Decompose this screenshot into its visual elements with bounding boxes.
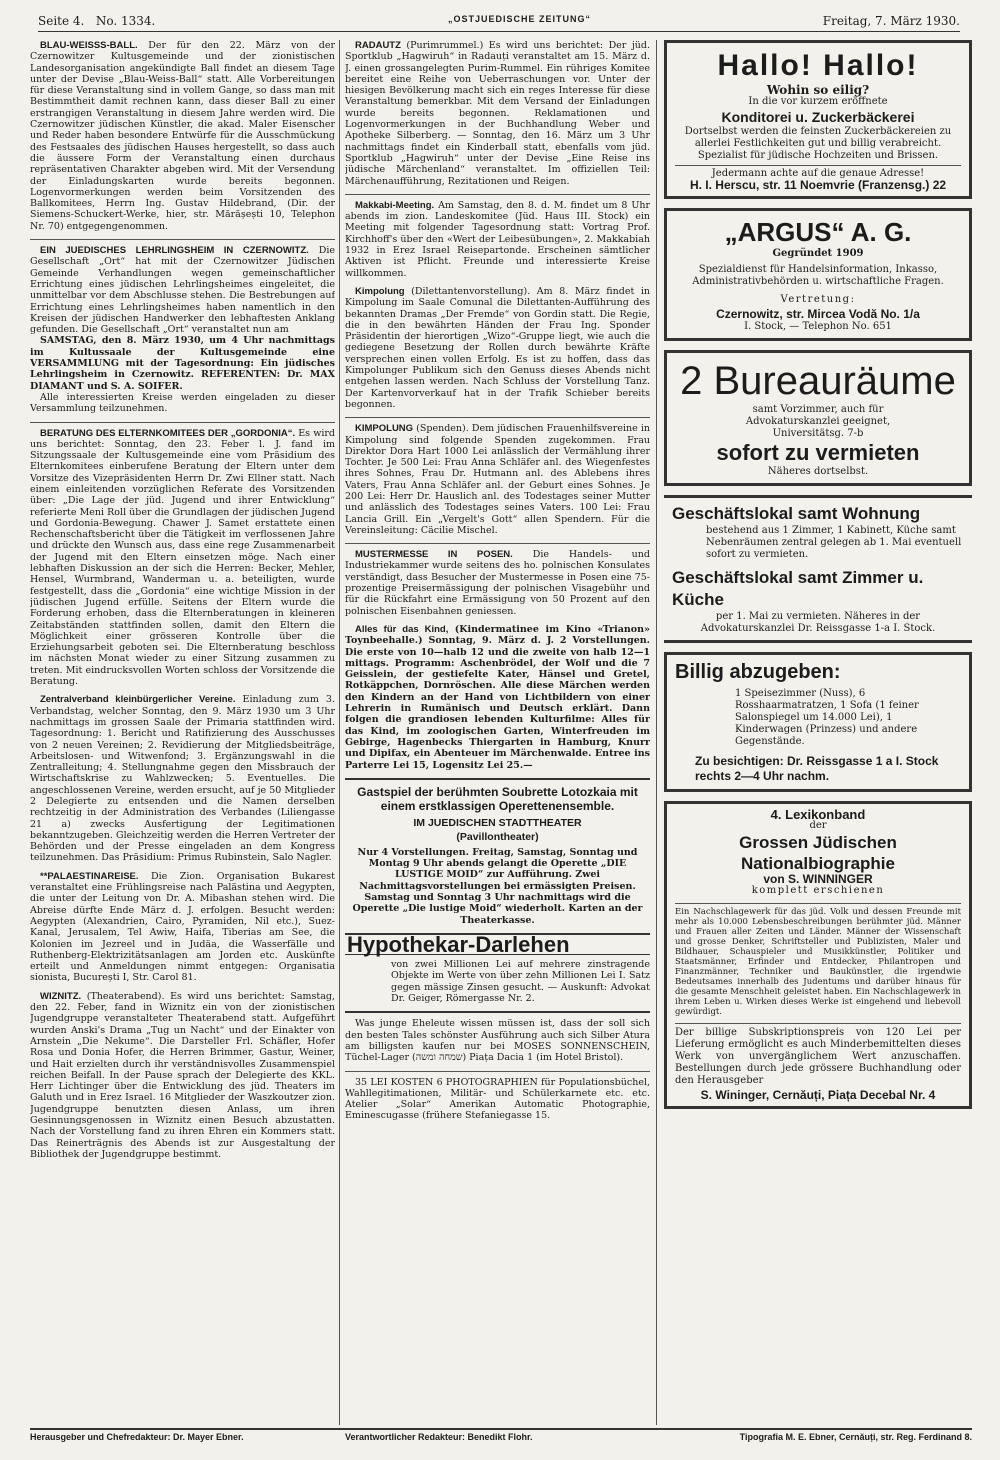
article-gordonia (30, 428, 335, 688)
ad-body: von zwei Millionen Lei auf mehrere zinstragende Objekte im Werte von über zehn Millionen Lei I. Satz gegen mässige Zinsen gesucht. — Auskunft: Advokat Dr. Geiger, Römergasse Nr. 2. (391, 959, 650, 1005)
ad-text: Näheres dortselbst. (767, 465, 869, 477)
ad-address: Zu besichtigen: Dr. Reissgasse 1 a I. Stock rechts 2—4 Uhr nachm. (695, 753, 939, 783)
ad-text: Ein Nachschlagewerk für das jüd. Volk und dessen Freunde mit mehr als 10.000 Lebensbeschreibungen berühmter jüd. Männer und Frauen aller Zeiten und Länder. Männer der Wissenschaft und grosse Denker, Schriftsteller und Publizisten, Maler und Bildhauer, Schauspieler und Musikkünstler, Politiker und Staatsmänner, Erfinder und Entdecker, Philantropen und Finanzmänner, Techniker und Baukünstler, die irgendwie Bedeutsames innerhalb des Judentums und darüber hinaus für die gesamte Menschheit geleistet haben. Ein Nachschlagewerk in ihrem Leben u. Wirken dieses Werke ist eingehend und liebevoll gewürdigt. (675, 903, 961, 1017)
divider (30, 422, 335, 423)
divider (345, 543, 650, 544)
ad-title: Billig abzugeben: (675, 660, 841, 683)
page-footer (30, 1428, 972, 1442)
article-body: Die Gesellschaft „Ort“ hat mit der Czernowitzer Jüdischen Gemeinde Verhandlungen wegen gemeinschaftlicher Errichtung eines jüdischen Lehrlingsheimes eingeleitet, die unmittelbar vor dem Abschlusse stehen. Die Bestrebungen auf Errichtung eines Lehrlingsheimes haben namentlich in den Kreisen der jüdischen Handwerker den lebhaftesten Anklang gefunden. Die Gesellschaft „Ort“ veranstaltet nun am (30, 245, 335, 336)
column-rule (339, 40, 340, 1425)
ad-gastspiel (345, 785, 650, 926)
ad-text: samt Vorzimmer, auch für Advokaturskanzlei geeignet, Universitätsg. 7-b (745, 403, 891, 439)
footer-printer: Tipografia M. E. Ebner, Cernăuți, str. Reg. Ferdinand 8. (739, 1432, 972, 1442)
article-body: (Purimrummel.) Es wird uns berichtet: Der jüd. Sportklub „Hagwiruh“ in Radauți veranstaltet am 15. März d. J. einen grossangelegten Purim-Rummel. Ein rühriges Komitee bereitet eine Reihe von Ueberraschungen vor. Unter der hiesigen Bevölkerung macht sich ein reges Interesse für diese Veranstaltung bemerkbar. Mit dem Versand der Einladungen wurde bereits begonnen. Reklamationen und Logenvormerkungen in der Buchhandlung Weber und Apotheke Silberberg. — Sonntag, den 16. März um 3 Uhr nachmittags findet ein Kinderball statt, ebenfalls vom jüd. Sportklub „Hagwiruh“ unter der Devise „Eine Reise ins jüdische Märchenland“ veranstaltet. Im offiziellen Teil: Märchenaufführung, Rezitationen und Reigen. (345, 40, 650, 187)
article-kindermatinee (345, 624, 650, 771)
ad-text: Dortselbst werden die feinsten Zuckerbäckereien zu allerlei Festlichkeiten gut und billig verabreicht. Spezialist für jüdische Hochzeiten und Brissen. (684, 126, 952, 161)
issue-date: Freitag, 7. März 1930. (822, 14, 960, 28)
ad-title: Geschäftslokal samt Zimmer u. Küche (672, 567, 924, 609)
ad-sonnenschein (345, 1018, 650, 1063)
ad-subtitle: sofort zu vermieten (716, 439, 920, 465)
article-body: (Dilettantenvorstellung). Am 8. März findet in Kimpolung im Saale Comunal die Dilettanten-Aufführung des bekannten Dramas „Der Fremde“ von Gordin statt. Die Regie, die in den bewährten Händen der Frau Ing. Sponder Präsidentin der hierortigen „Wizo“-Gruppe liegt, wie auch die gediegene Besetzung der Rollen durch bewährte Kräfte versprechen einen vollen Erfolg. Es ist zu hoffen, dass das Kimpolunger Publikum sich den Genuss dieses Abends nicht entgehen lassen werden. Nach Schluss der Vorstellung Tanz. Der Kartenvorverkauf hat in der Trafik Schieber bereits begonnen. (345, 285, 650, 410)
article-body: Einladung zum 3. Verbandstag, welcher Sonntag, den 9. März 1930 um 3 Uhr nachmittags im grossen Saale der Primaria stattfinden wird. Tagesordnung: 1. Bericht und Ratifizierung des Ausschusses von 2 neuen Vereinen; 2. Revidierung der Mitgliedsbeiträge, Arbeitslosen- und Witwenfond; 3. Ergänzungswahl in die Zentralleitung; 4. Stellungnahme gegen den Missbrauch der Wirtschaftskrise zu Wahlzwecken; 5. Eventuelles. Die angeschlossenen Vereine, werden ersucht, auf je 50 Mitglieder 2 Delegierte zu entsenden und die Namen derselben rechtzeitig in der Administration des Verbandes (Liliengasse 21 a) zwecks Ausfertigung der Legitimationen bekanntzugeben. Gleichzeitig werden die Herren Vertreter der Behörden und der Presse eingeladen an dem Kongress teilzunehmen. Das Präsidium: Primus Rubinstein, Salo Nagler. (30, 694, 335, 864)
article-zentralverband (30, 694, 335, 863)
ad-subtitle: Gegründet 1909 (772, 248, 864, 260)
article-headline: Makkabi-Meeting. (355, 199, 435, 211)
divider (345, 778, 650, 780)
article-palaestinareise (30, 871, 335, 984)
ad-photographie (345, 1077, 650, 1122)
article-headline: RADAUTZ (355, 40, 401, 51)
article-kimpolung-theater (345, 286, 650, 410)
ad-headline: Gastspiel der berühmten Soubrette Lotozkaia mit einem erstklassigen Operettenensemble. (357, 784, 638, 813)
ad-argus (664, 208, 972, 340)
ad-body: Was junge Eheleute wissen müssen ist, dass der soll sich den besten Tales schönster Ausführung auch sich Silber Atura am billigsten kaufen nur bei MOSES SONNENSCHEIN, Tüchel-Lager (שמחה ומשה) Piața Dacia 1 (im Hotel Bristol). (345, 1018, 650, 1064)
article-body: Die Zion. Organisation Bukarest veranstaltet eine Frühlingsreise nach Palästina und Aegypten, die unter der Leitung von Dr. A. Mibashan stehen wird. Die Abreise dürfte Ende März d. J. erfolgen. Besucht werden: Aegypten (Alexandrien, Cairo, Pyramiden, Nil etc.), Suez-Kanal, Jerusalem, Tel Awiw, Haifa, Tiberias am See, die Kolonien im Jezreel und in Judäa, die Wasserfälle und Ruthenberg-Elektrizitätsanlagen am Jorden etc. Auskünfte erteilt und Anmeldungen nimmt entgegen: Organisatia sionista, București I, Str. Carol 81. (30, 870, 335, 984)
ad-subheadline: IM JUEDISCHEN STADTTHEATER (413, 816, 582, 829)
ad-name: Konditorei u. Zuckerbäckerei (721, 109, 915, 125)
ad-text: bestehend aus 1 Zimmer, 1 Kabinett, Küche samt Nebenräumen zentral gelegen ab 1. Mai eventuell sofort zu vermieten. (706, 524, 962, 560)
divider (345, 1011, 650, 1013)
column-right-ads (664, 40, 972, 1425)
masthead: „OSTJUEDISCHE ZEITUNG“ (448, 14, 592, 24)
article-headline: KIMPOLUNG (355, 423, 414, 435)
ad-title: Hallo! Hallo! (717, 49, 919, 82)
ad-title: 2 Bureauräume (680, 358, 956, 403)
ad-address: Czernowitz, str. Mircea Vodă No. 1/a (716, 307, 920, 322)
divider (345, 417, 650, 418)
article-headline: BERATUNG DES ELTERNKOMITEES DER „GORDONIA“. (40, 427, 296, 439)
meeting-announcement: SAMSTAG, den 8. März 1930, um 4 Uhr nachmittags im Kultussaale der Kultusgemeinde eine VERSAMMLUNG mit der Tagesordnung: Ein jüdisches Lehrlingsheim in Czernowitz. REFERENTEN: Dr. MAX DIAMANT und S. A. SOIFER. (30, 335, 335, 392)
article-headline: MUSTERMESSE IN POSEN. (355, 549, 513, 561)
ad-text: 1 Speisezimmer (Nuss), 6 Rosshaarmatratzen, 1 Sofa (1 feiner Salonspiegel um 14.000 Lei), 1 Kinderwagen (Prinzess) und andere Gegenstände. (735, 687, 919, 747)
ad-hypothekar-title: Hypothekar-Darlehen (345, 933, 650, 955)
ad-text: Spezialdienst für Handelsinformation, Inkasso, Administrativbehörden u. wirtschaftliche Fragen. (692, 264, 944, 288)
article-headline: **PALAESTINAREISE. (40, 870, 139, 882)
article-body: Es wird uns berichtet: Sonntag, den 23. Feber l. J. fand im Sitzungssaale der Kultusgemeinde eine vom Präsidium des Elternkomitees einberufene Beratung der Eltern unter dem Vorsitze des Vizepräsidenten Herrn Dr. Zwi Ellner statt. Nach einem einleitenden vorzüglichen Referate des Vorsitzenden über: „Die Lage der jüd. Jugend und ihrer Entwicklung“ referierte Meni Roll über die Grundlagen der jüdischen Jugend und Gordonia-Bewegung. Chawer J. Samet erstattete einen Rechenschaftsbericht über die Tätigkeit im verflossenen Jahre und drückte den Wunsch aus, dass eine rege Zusammenarbeit der Jugend mit den Eltern einsetzen möge. Nach einer lebhaften Diskussion an der sich die Herren: Becker, Mehler, Hensel, Wurmbrand, Wanderman u. a. beteiligten, wurde festgestellt, dass die „Gordonia“ eine wichtige Mission in der jüdischen Jugend erfülle. Seitens der Eltern wurde die Forderung erhoben, dass die Elternberatungen in kleineren Zeitabständen stattfinden sollen, damit den Eltern die Möglichkeit einer grösseren Kontrolle über die Erziehungsarbeit geboten sei. Die Elternberatung beschloss im nächsten Monat wieder zu einer Sitzung zusammen zu treten. Mit eindrucksvollen Worten schloss der Vorsitzende die Beratung. (30, 427, 335, 688)
ad-hypothekar (345, 959, 650, 1004)
ad-address: S. Wininger, Cernăuți, Piața Decebal Nr. 4 (700, 1088, 936, 1103)
article-blau-weiss-ball (30, 40, 335, 232)
divider (345, 1071, 650, 1072)
footer-editor: Herausgeber und Chefredakteur: Dr. Mayer Ebner. (30, 1432, 244, 1442)
ad-text: per 1. Mai zu vermieten. Näheres in der Advokaturskanzlei Dr. Reissgasse 1-a I. Stock. (700, 610, 936, 634)
ad-title: Grossen Jüdischen Nationalbiographie (739, 832, 897, 873)
article-headline: Kimpolung (355, 285, 405, 297)
article-headline: WIZNITZ. (40, 990, 82, 1002)
article-headline: Alles für das Kind, (355, 623, 449, 635)
article-headline: Zentralverband kleinbürgerlicher Vereine. (40, 694, 236, 706)
ad-body: Nur 4 Vorstellungen. Freitag, Samstag, Sonntag und Montag 9 Uhr abends gelangt die Operette „DIE LUSTIGE MOID“ zur Aufführung. Zwei Nachmittagsvorstellungen bei ermässigten Preisen. Samstag und Sonntag 3 Uhr nachmittags wird die Operette „Die lustige Moid“ wiederholt. Karten an der Theaterkasse. (352, 846, 643, 926)
divider (345, 194, 650, 195)
article-body: Am Samstag, den 8. d. M. findet um 8 Uhr abends im zion. Landeskomitee (Jüd. Haus III. Stock) ein Meeting mit folgender Tagesordnung statt: Vortrag Prof. Kirchhoff's über den «Wert der Leibesübungen», 2. Makkabiah 1932 in Erez Israel Reisepartonde. Erscheinen sämtlicher Aktiven ist Pflicht. Freunde und interessierte Kreise willkommen. (345, 199, 650, 279)
ad-text: In die vor kurzem eröffnete (748, 96, 888, 107)
ad-lexikonband (664, 801, 972, 1110)
ad-author: von S. WINNINGER (763, 871, 873, 886)
article-lehrlingsheim (30, 245, 335, 414)
ad-body: 35 LEI KOSTEN 6 PHOTOGRAPHIEN für Populationsbüchel, Wahllegitimationen, Militär- und Schülerkarnete etc. etc. Atelier „Solar“ Amerikan Automatic Photographie, Eminescugasse (frühere Stefaniegasse 15. (345, 1076, 650, 1122)
ad-text: der (809, 819, 827, 831)
ad-text: Vertretung: (780, 294, 856, 306)
column-left (30, 40, 335, 1425)
ad-subheadline: (Pavillontheater) (456, 830, 539, 843)
ad-konditorei (664, 40, 972, 199)
article-body: Alle interessierten Kreise werden eingeladen zu dieser Versammlung teilzunehmen. (30, 391, 335, 415)
divider (30, 239, 335, 240)
article-radautz (345, 40, 650, 187)
article-mustermesse (345, 549, 650, 617)
ad-text: Der billige Subskriptionspreis von 120 Lei per Lieferung ermöglicht es auch Minderbemittelten dieses Werk von unvergänglichem Wert anzuschaffen. Bestellungen durch jede grössere Buchhandlung oder den Herausgeber (675, 1023, 961, 1087)
ad-geschaeftslokal (664, 495, 972, 643)
article-headline: EIN JUEDISCHES LEHRLINGSHEIM IN CZERNOWITZ. (40, 245, 309, 257)
ad-bureauraeume (664, 350, 972, 486)
page-header (38, 10, 960, 32)
ad-title: „ARGUS“ A. G. (724, 217, 912, 248)
ad-title: 4. Lexikonband (770, 806, 866, 822)
article-wiznitz (30, 991, 335, 1160)
article-makkabi (345, 200, 650, 279)
ad-subtitle: Wohin so eilig? (766, 83, 870, 97)
footer-editor-responsible: Verantwortlicher Redakteur: Benedikt Flohr. (345, 1432, 533, 1442)
ad-phone: I. Stock, — Telephon No. 651 (744, 320, 892, 332)
column-middle (345, 40, 650, 1425)
article-body: (Theaterabend). Es wird uns berichtet: Samstag, den 22. Feber, fand in Wiznitz ein von der zionistischen Jugendgruppe veranstalteter Theaterabend statt. Aufgeführt wurden Anski's Drama „Tug un Nacht“ und der Einakter von Arnstein „Die Nekume“. Die Darsteller Frl. Schäfler, Hofer Rosa und Donia Hofer, die Herren Brimmer, Gastur, Weiner, und Hait erzielten durch ihr verständnisvolles Zusammenspiel reichen Beifall. In der Pause sprach der Delegierte des KKL. Herr Lichtinger über die Entwicklung des jüd. Theaters im Galuth und in Erez Israel. 16 Mitglieder der Waszkoutzer zion. Jugendgruppe benutzten diesen Anlass, um ihren Gesinnungsgenossen in Wiznitz einen Besuch abzustatten. Nach der Vorstellung fand zu ihren Ehren ein Kommers statt. Das Reinerträgnis des Abends ist zur Ausgestaltung der Bibliothek der Jugendgruppe bestimmt. (30, 990, 335, 1160)
ad-billig (664, 652, 972, 792)
article-body: (Kindermatinee im Kino «Trianon» Toynbeehalle.) Sonntag, 9. März d. J. 2 Vorstellungen. Die erste von 10—halb 12 und die zweite von halb 12—1 mittags. Programm: Aschenbrödel, der Wolf und die 7 Geisslein, der gestiefelte Kater, Hänsel und Gretel, Rotkäppchen, Dornröschen. Alle diese Märchen werden den Kindern an der Hand von Lichtbildern von einer Lehrerin in Rumänisch und Deutsch erklärt. Dann folgen die grandiosen lebenden Kulturfilme: Alles für das Kind, im zoologischen Garten, Winterfreuden im Gebirge, Hagenbecks Thiergarten in Hamburg, Knurr und Dipifax, ein Abenteuer im Märchenwalde. Entree ins Parterre Lei 15, Logensitz Lei 25.— (345, 623, 650, 771)
article-body: Die Handels- und Industriekammer wurde seitens des ho. polnischen Konsulates verständigt, dass Besucher der Mustermesse in Posen eine 75-prozentige Preisermässigung der polnischen Visagebühr und für die Rückfahrt eine Ermässigung von 50 Prozent auf den polnischen Eisenbahnen geniessen. (345, 549, 650, 617)
column-rule (656, 40, 657, 1425)
article-body: (Spenden). Dem jüdischen Frauenhilfsvereine in Kimpolung sind folgende Spenden zugekommen. Frau Direktor Dora Hart 1000 Lei anlässlich der Vermählung ihrer Tochter. Je 500 Lei: Frau Anna Schläfer anl. des Wiegenfestes ihres Sohnes, Frau Dr. Hutmann anl. des Ablebens ihres Vaters, Frau Anna Schläfer anl. der Geburt eines Sohnes. Je 200 Lei: Herr Dr. Hauslich anl. des Todestages seiner Mutter und anlässlich des Todestages seines Vaters. 100 Lei: Frau Lancia Grill. Ein „Vergelt's Gott“ allen Spendern. Für die Vereinsleitung: Cäcilie Mischel. (345, 423, 650, 536)
article-body: Der für den 22. März von der Czernowitzer Kultusgemeinde und der zionistischen Landesorganisation angekündigte Ball findet an diesem Tage unter der Devise „Blau-Weiss-Ball“ statt. Alle Vorbereitungen für diese Veranstaltung sind in vollem Gange, so dass man mit Bestimmtheit damit rechnen kann, dass dieser Ball zu einer erstrangigen Veranstaltung in diesem Jahre werden wird. Die Czernowitzer jüdischen Künstler, die akad. Maler Eisenscher und Reder haben besondere Entwürfe für die Ausschmückung des Festsaales des jüdischen Hauses hergestellt, so dass auch die äussere Form der Veranstaltung einen durchaus repräsentativen Charakter abgeben wird. Mit der Versendung der Einladungskarten wurde bereits begonnen. Logenvormerkungen werden beim Vorsitzenden des Ballkomitees, Herrn Ing. Gustav Hildebrand, (Dir. der Siemens-Schuckert-Werke, hier, str. Mărășești 10, Telephon Nr. 70) entgegengenommen. (30, 40, 335, 232)
ad-text: komplett erschienen (751, 885, 885, 897)
article-headline: BLAU-WEISSS-BALL. (40, 40, 138, 51)
ad-address: H. I. Herscu, str. 11 Noemvrie (Franzensg.) 22 (689, 178, 947, 192)
ad-text: Jedermann achte auf die genaue Adresse! (675, 165, 961, 180)
article-kimpolung-spenden (345, 423, 650, 536)
page-number: Seite 4. No. 1334. (38, 14, 156, 28)
ad-title: Geschäftslokal samt Wohnung (672, 503, 921, 523)
